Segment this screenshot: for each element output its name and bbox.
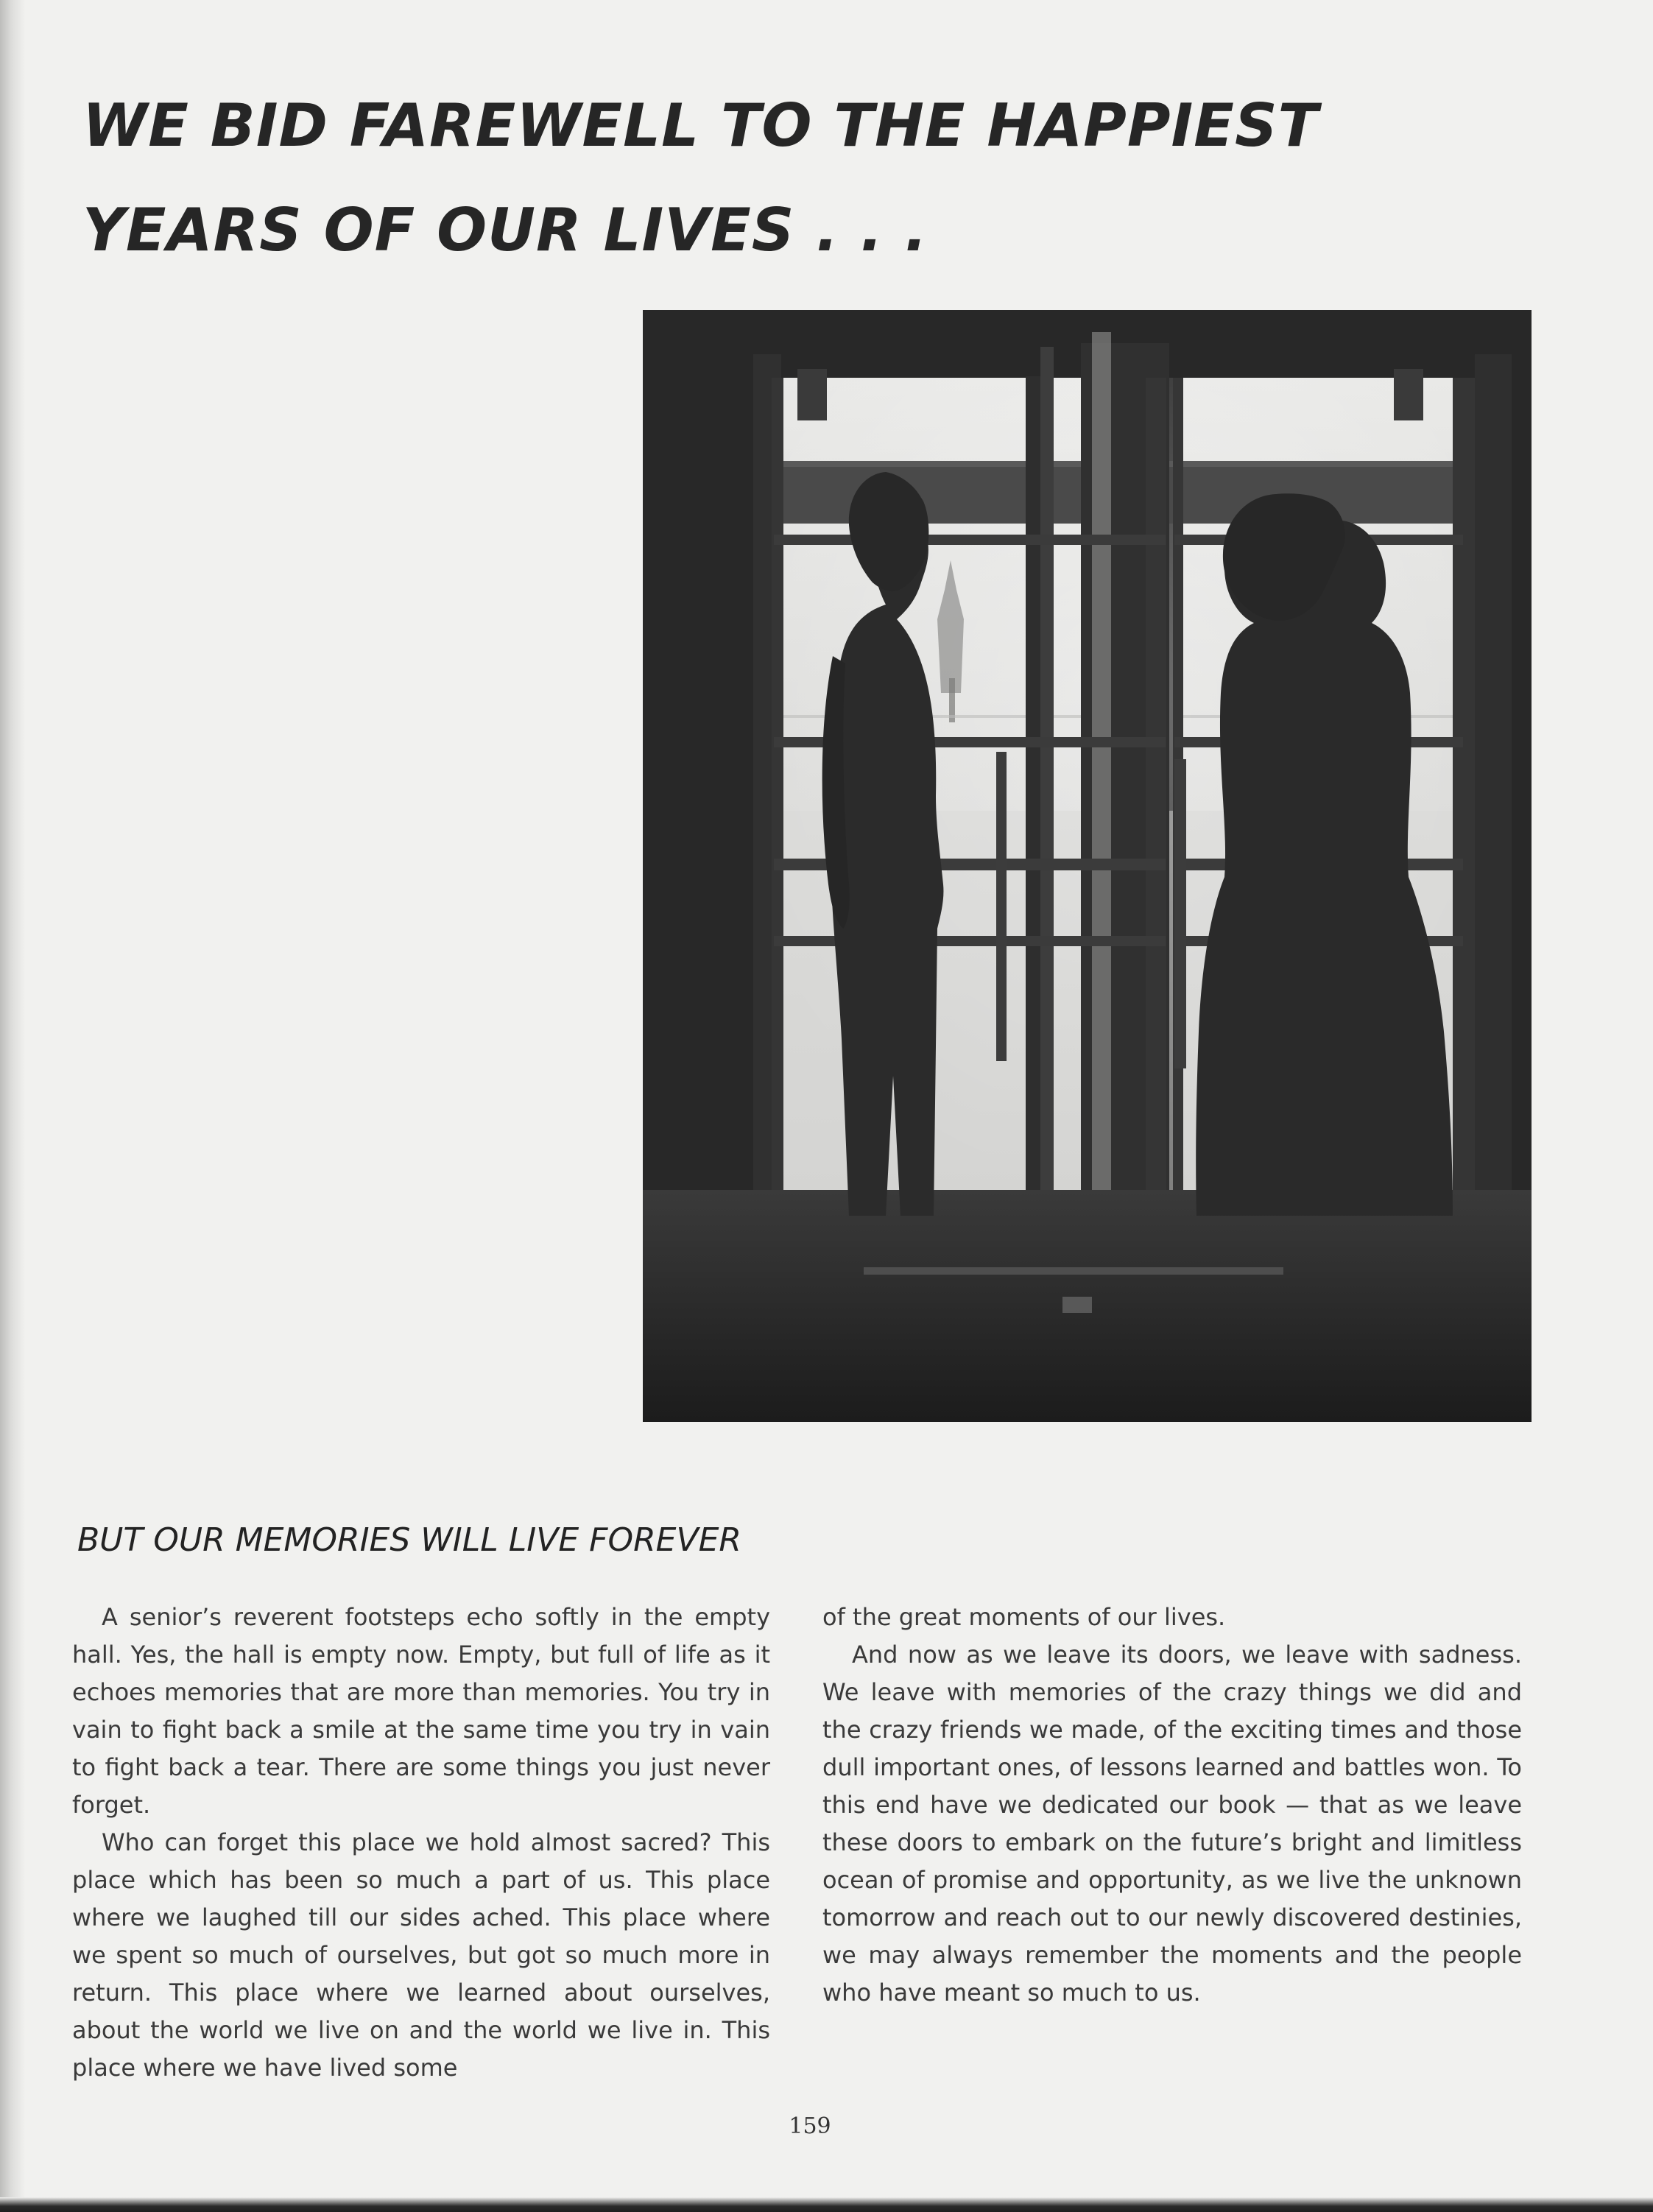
section-subheading: BUT OUR MEMORIES WILL LIVE FOREVER bbox=[77, 1521, 741, 1559]
page-number: 159 bbox=[789, 2113, 831, 2139]
page-headline: WE BID FAREWELL TO THE HAPPIEST YEARS OF OUR LIVES . . . bbox=[82, 91, 1319, 264]
page-bottom-edge bbox=[0, 2197, 1653, 2212]
body-paragraph-2-part-1: Who can forget this place we hold almost sacred? This place which has been so much a part of us. This place where we laughed till our sides ached. This place where we spent so much of ourselves, but got so much more in return. This place where we learned about ourselves, about the world we live on and the world we live in. This place where we have lived some bbox=[72, 1828, 770, 2082]
body-paragraph-1: A senior’s reverent footsteps echo softly in the empty hall. Yes, the hall is empty now. Empty, but full of life as it echoes memories that are more than memories. You try in vain to fight back a smile at the same time you try in vain to fight back a tear. There are some things you just never forget. bbox=[72, 1603, 770, 1819]
body-paragraph-3: And now as we leave its doors, we leave with sadness. We leave with memories of the crazy things we did and the crazy friends we made, of the exciting times and those dull important ones, of lessons learned and battles won. To this end have we dedicated our book — that as we leave these doors to embark on the future’s bright and limitless ocean of promise and opportunity, as we live the unknown tomorrow and reach out to our newly discovered destinies, we may always remember the moments and the people who have meant so much to us. bbox=[822, 1641, 1522, 2007]
body-paragraph-2-part-2: of the great moments of our lives. bbox=[822, 1603, 1226, 1631]
body-column-left bbox=[72, 1599, 770, 2087]
body-column-right bbox=[822, 1599, 1522, 2012]
silhouette-couple-photo bbox=[643, 310, 1532, 1422]
page-binding-shadow bbox=[0, 0, 25, 2212]
